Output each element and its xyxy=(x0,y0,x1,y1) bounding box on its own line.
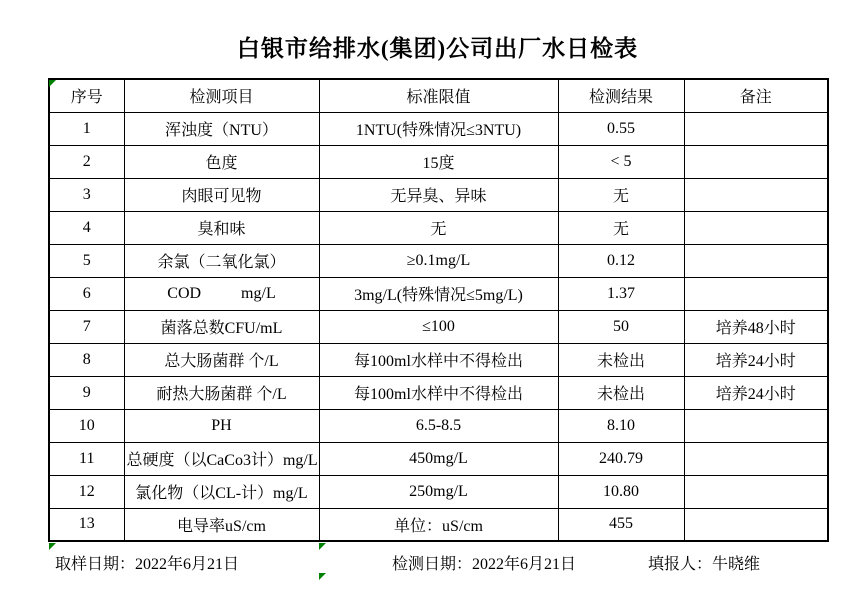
cell-no: 6 xyxy=(49,277,124,310)
cell-no: 8 xyxy=(49,343,124,376)
cell-limit: ≤100 xyxy=(319,310,558,343)
cell-item: 耐热大肠菌群 个/L xyxy=(124,376,319,409)
table-row xyxy=(49,442,828,475)
cell-limit: 450mg/L xyxy=(319,442,558,475)
cell-limit: 每100ml水样中不得检出 xyxy=(319,343,558,376)
cell-note: 培养24小时 xyxy=(684,376,828,409)
cell-note: 培养24小时 xyxy=(684,343,828,376)
cell-item: 浑浊度（NTU） xyxy=(124,112,319,145)
table-row xyxy=(49,277,828,310)
error-indicator-icon xyxy=(49,543,56,550)
cell-item: 肉眼可见物 xyxy=(124,178,319,211)
cell-result: < 5 xyxy=(558,145,684,178)
cell-no: 13 xyxy=(49,508,124,541)
cell-no: 9 xyxy=(49,376,124,409)
table-row xyxy=(49,508,828,541)
cell-no: 7 xyxy=(49,310,124,343)
cell-no: 4 xyxy=(49,211,124,244)
table-row xyxy=(49,310,828,343)
table-header-row xyxy=(49,79,828,112)
footer-reporter: 填报人：牛晓维 xyxy=(648,556,761,573)
cell-result: 8.10 xyxy=(558,409,684,442)
table-row xyxy=(49,178,828,211)
cell-note xyxy=(684,145,828,178)
cell-limit: 每100ml水样中不得检出 xyxy=(319,376,558,409)
cell-limit: 1NTU(特殊情况≤3NTU) xyxy=(319,112,558,145)
cell-limit: 15度 xyxy=(319,145,558,178)
cell-item: COD mg/L xyxy=(124,277,319,310)
cell-result: 455 xyxy=(558,508,684,541)
cell-item: 总大肠菌群 个/L xyxy=(124,343,319,376)
page-title: 白银市给排水(集团)公司出厂水日检表 xyxy=(236,36,639,61)
cell-item: PH xyxy=(124,409,319,442)
cell-note xyxy=(684,277,828,310)
cell-note xyxy=(684,409,828,442)
cell-no: 1 xyxy=(49,112,124,145)
footer-test-date: 检测日期：2022年6月21日 xyxy=(392,556,577,573)
cell-result: 0.12 xyxy=(558,244,684,277)
cell-item: 色度 xyxy=(124,145,319,178)
cell-item: 电导率uS/cm xyxy=(124,508,319,541)
cell-note xyxy=(684,442,828,475)
table-row xyxy=(49,112,828,145)
table-row xyxy=(49,145,828,178)
table-row xyxy=(49,343,828,376)
header-cell-no: 序号 xyxy=(49,79,124,112)
cell-note xyxy=(684,178,828,211)
cell-item: 菌落总数CFU/mL xyxy=(124,310,319,343)
error-indicator-icon xyxy=(49,80,56,87)
cell-no: 3 xyxy=(49,178,124,211)
cell-note xyxy=(684,508,828,541)
table-row xyxy=(49,244,828,277)
cell-limit: ≥0.1mg/L xyxy=(319,244,558,277)
cell-item: 余氯（二氧化氯） xyxy=(124,244,319,277)
inspection-table xyxy=(48,78,829,542)
header-cell-limit: 标准限值 xyxy=(319,79,558,112)
error-indicator-icon xyxy=(319,543,326,550)
cell-result: 10.80 xyxy=(558,475,684,508)
table-row xyxy=(49,211,828,244)
cell-result: 未检出 xyxy=(558,376,684,409)
cell-item: 总硬度（以CaCo3计）mg/L xyxy=(124,442,319,475)
error-indicator-icon xyxy=(319,573,326,580)
cell-result: 50 xyxy=(558,310,684,343)
cell-result: 无 xyxy=(558,178,684,211)
cell-note xyxy=(684,211,828,244)
cell-no: 2 xyxy=(49,145,124,178)
header-cell-item: 检测项目 xyxy=(124,79,319,112)
cell-no: 5 xyxy=(49,244,124,277)
header-cell-result: 检测结果 xyxy=(558,79,684,112)
cell-result: 240.79 xyxy=(558,442,684,475)
cell-result: 0.55 xyxy=(558,112,684,145)
cell-note: 培养48小时 xyxy=(684,310,828,343)
cell-no: 10 xyxy=(49,409,124,442)
cell-no: 11 xyxy=(49,442,124,475)
cell-result: 1.37 xyxy=(558,277,684,310)
header-cell-note: 备注 xyxy=(684,79,828,112)
table-row xyxy=(49,475,828,508)
cell-item: 臭和味 xyxy=(124,211,319,244)
cell-limit: 3mg/L(特殊情况≤5mg/L) xyxy=(319,277,558,310)
cell-limit: 250mg/L xyxy=(319,475,558,508)
cell-no: 12 xyxy=(49,475,124,508)
table-row xyxy=(49,409,828,442)
cell-note xyxy=(684,112,828,145)
cell-limit: 无 xyxy=(319,211,558,244)
cell-limit: 单位：uS/cm xyxy=(319,508,558,541)
footer-sampling-date: 取样日期：2022年6月21日 xyxy=(55,556,240,573)
cell-result: 未检出 xyxy=(558,343,684,376)
cell-limit: 6.5-8.5 xyxy=(319,409,558,442)
table-row xyxy=(49,376,828,409)
cell-result: 无 xyxy=(558,211,684,244)
cell-limit: 无异臭、异味 xyxy=(319,178,558,211)
cell-note xyxy=(684,475,828,508)
cell-note xyxy=(684,244,828,277)
cell-item: 氯化物（以CL-计）mg/L xyxy=(124,475,319,508)
